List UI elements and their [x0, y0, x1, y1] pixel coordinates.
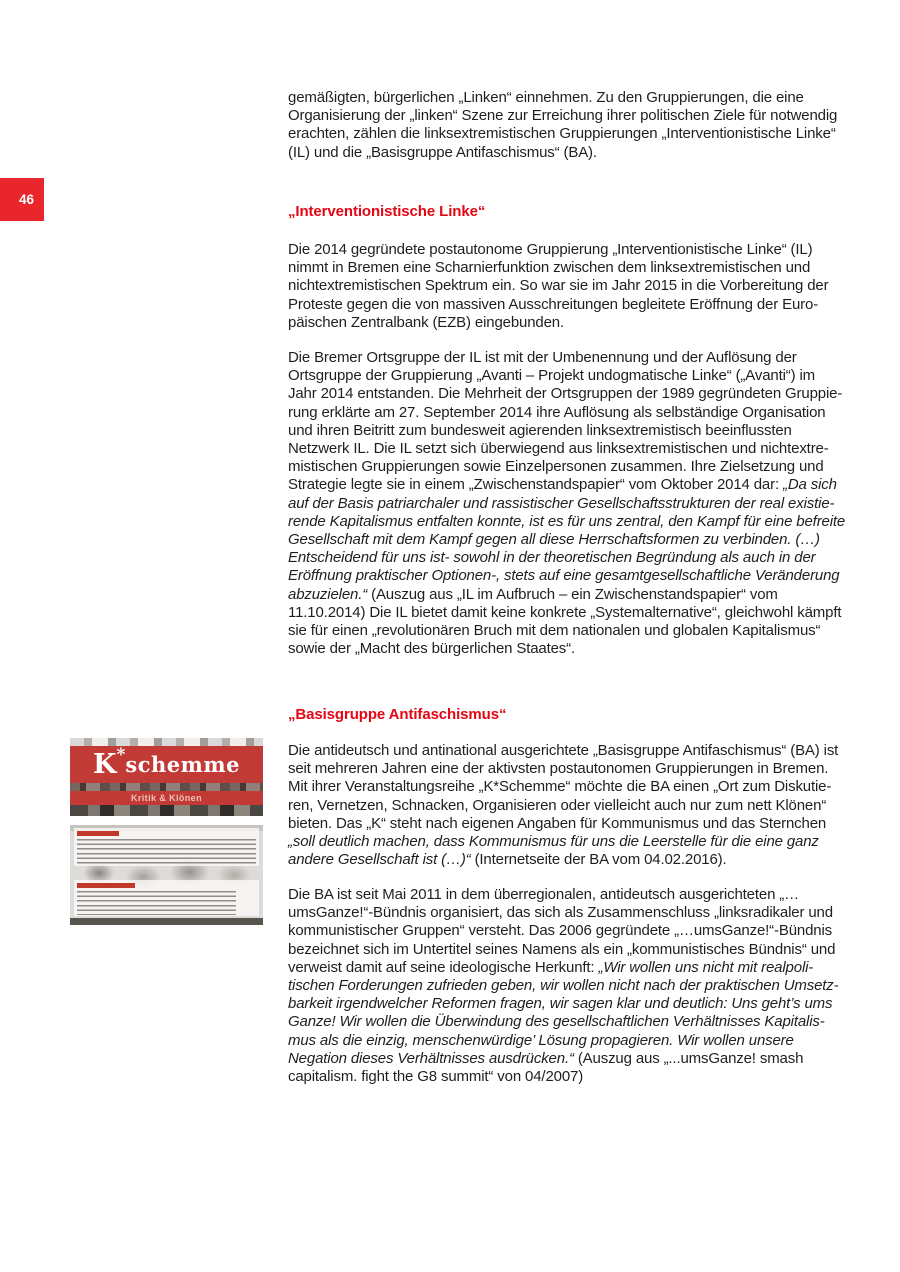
flyer-subtitle-text: Kritik & Klönen: [130, 793, 202, 803]
flyer-photo-strip-bottom: [70, 805, 263, 816]
il-paragraph-2: Die Bremer Ortsgruppe der IL ist mit der Umbenennung und der Auflösung der Ortsgruppe der Gruppierung „Avanti – Projekt undogmatische Linke“ („Avanti“) im Jahr 2014 entstanden. Die Mehrheit der Ortsgruppen der 1989 gegründeten Gruppie- rung erklärte am 27. September 2014 ihre Auflösung als selbständige Organisation und ihren Beitritt zum bundesweit agierenden linksextremistisch beeinflussten Netzwerk IL. Die IL setzt sich überwiegend aus linksextremistischen und nichtextre- mistischen Gruppierungen sowie Einzelpersonen zusammen. Ihre Zielsetzung und Strategie legte sie in einem „Zwischenstandspapier“ vom Oktober 2014 dar: „Da sich auf der Basis patriarchaler und rassistischer Gesellschaftsstrukturen der real existie- rende Kapitalismus entfalten konnte, ist es für uns zentral, den Kampf für eine befreite Gesellschaft mit dem Kampf gegen all diese Herrschaftsformen zu verbinden. (…) Entscheidend für uns ist- sowohl in der theoretischen Begründung als auch in der Eröffnung praktischer Optionen-, stets auf eine gesamtgesellschaftliche Veränderung abzuzielen.“ (Auszug aus „IL im Aufbruch – ein Zwischenstandspapier“ vom 11.10.2014) Die IL bietet damit keine konkrete „Systemalternative“, gleichwohl kämpft sie für einen „revolutionären Bruch mit dem nationalen und globalen Kapitalismus“ sowie der „Macht des bürgerlichen Staates“.: [288, 349, 846, 658]
flyer-textblock-1-heading: [77, 831, 119, 836]
flyer-title-k: K: [93, 749, 117, 780]
page-number-badge: [0, 178, 44, 221]
flyer-textblock-2-heading: [77, 883, 135, 888]
flyer-figure: [70, 738, 263, 893]
section-heading-interventionistische-linke: „Interventionistische Linke“: [288, 203, 486, 220]
ba-paragraph-1: Die antideutsch und antinational ausgerichtete „Basisgruppe Antifaschismus“ (BA) ist seit mehreren Jahren eine der aktivsten postautonomen Gruppierungen in Bremen. Mit ihrer Veranstaltungsreihe „K*Schemme“ möchte die BA einen „Ort zum Diskutie- ren, Vernetzen, Schnacken, Organisieren oder vielleicht auch nur zum nett Klönen“ bieten. Das „K“ steht nach eigenen Angaben für Kommunismus und das Sternchen „soll deutlich machen, dass Kommunismus für uns die Leerstelle für die eine ganz andere Gesellschaft ist (…)“ (Internetseite der BA vom 04.02.2016).: [288, 742, 839, 869]
flyer-textblock-2: [74, 880, 259, 916]
flyer-photo-strip-top: [70, 738, 263, 746]
flyer-title-rest: schemme: [125, 752, 240, 777]
flyer-detail-image: [70, 825, 263, 925]
page-number: 46: [18, 192, 35, 207]
flyer-textblock-2-lines: [77, 891, 236, 915]
flyer-title-star: *: [116, 745, 126, 765]
section-heading-basisgruppe-antifaschismus: „Basisgruppe Antifaschismus“: [288, 706, 507, 723]
flyer-textblock-1-lines: [77, 839, 256, 865]
il-paragraph-1: Die 2014 gegründete postautonome Gruppierung „Interventionistische Linke“ (IL) nimmt in Bremen eine Scharnierfunktion zwischen dem linksextremistischen und nichtextremistischen Spektrum ein. So war sie im Jahr 2015 in die Vorbereitung der Proteste gegen die von massiven Ausschreitungen begleitete Eröffnung der Euro- päischen Zentralbank (EZB) eingebunden.: [288, 241, 829, 331]
flyer-photo-strip-middle: [70, 783, 263, 791]
intro-paragraph: gemäßigten, bürgerlichen „Linken“ einnehmen. Zu den Gruppierungen, die eine Organisierung der „linken“ Szene zur Erreichung ihrer politischen Ziele für notwendig erachten, zählen die linksextremistischen Gruppierungen „Interventionistische Linke“ (IL) und die „Basisgruppe Antifaschismus“ (BA).: [288, 89, 838, 161]
ba-paragraph-2: Die BA ist seit Mai 2011 in dem überregionalen, antideutsch ausgerichteten „… umsGanze!“-Bündnis organisiert, das sich als Zusammenschluss „linksradikaler und kommunistischer Gruppen“ versteht. Das 2006 gegründete „…umsGanze!“-Bündnis bezeichnet sich im Untertitel seines Namens als ein „kommunistisches Bündnis“ und verweist damit auf seine ideologische Herkunft: „Wir wollen uns nicht mit realpoli- tischen Forderungen zufrieden geben, wir wollen nicht nach der praktischen Umsetz- barkeit irgendwelcher Reformen fragen, wir sagen klar und deutlich: Uns geht’s ums Ganze! Wir wollen die Überwindung des gesellschaftlichen Verhältnisses Kapitalis- mus als die einzig, menschenwürdige’ Lösung propagieren. Wir wollen unsere Negation dieses Verhältnisses ausdrücken.“ (Auszug aus „...umsGanze! smash capitalism. fight the G8 summit“ von 04/2007): [288, 886, 839, 1086]
flyer-title-text: [70, 746, 263, 783]
flyer-banner-image: [70, 738, 263, 816]
flyer-textblock-1: [74, 828, 259, 866]
